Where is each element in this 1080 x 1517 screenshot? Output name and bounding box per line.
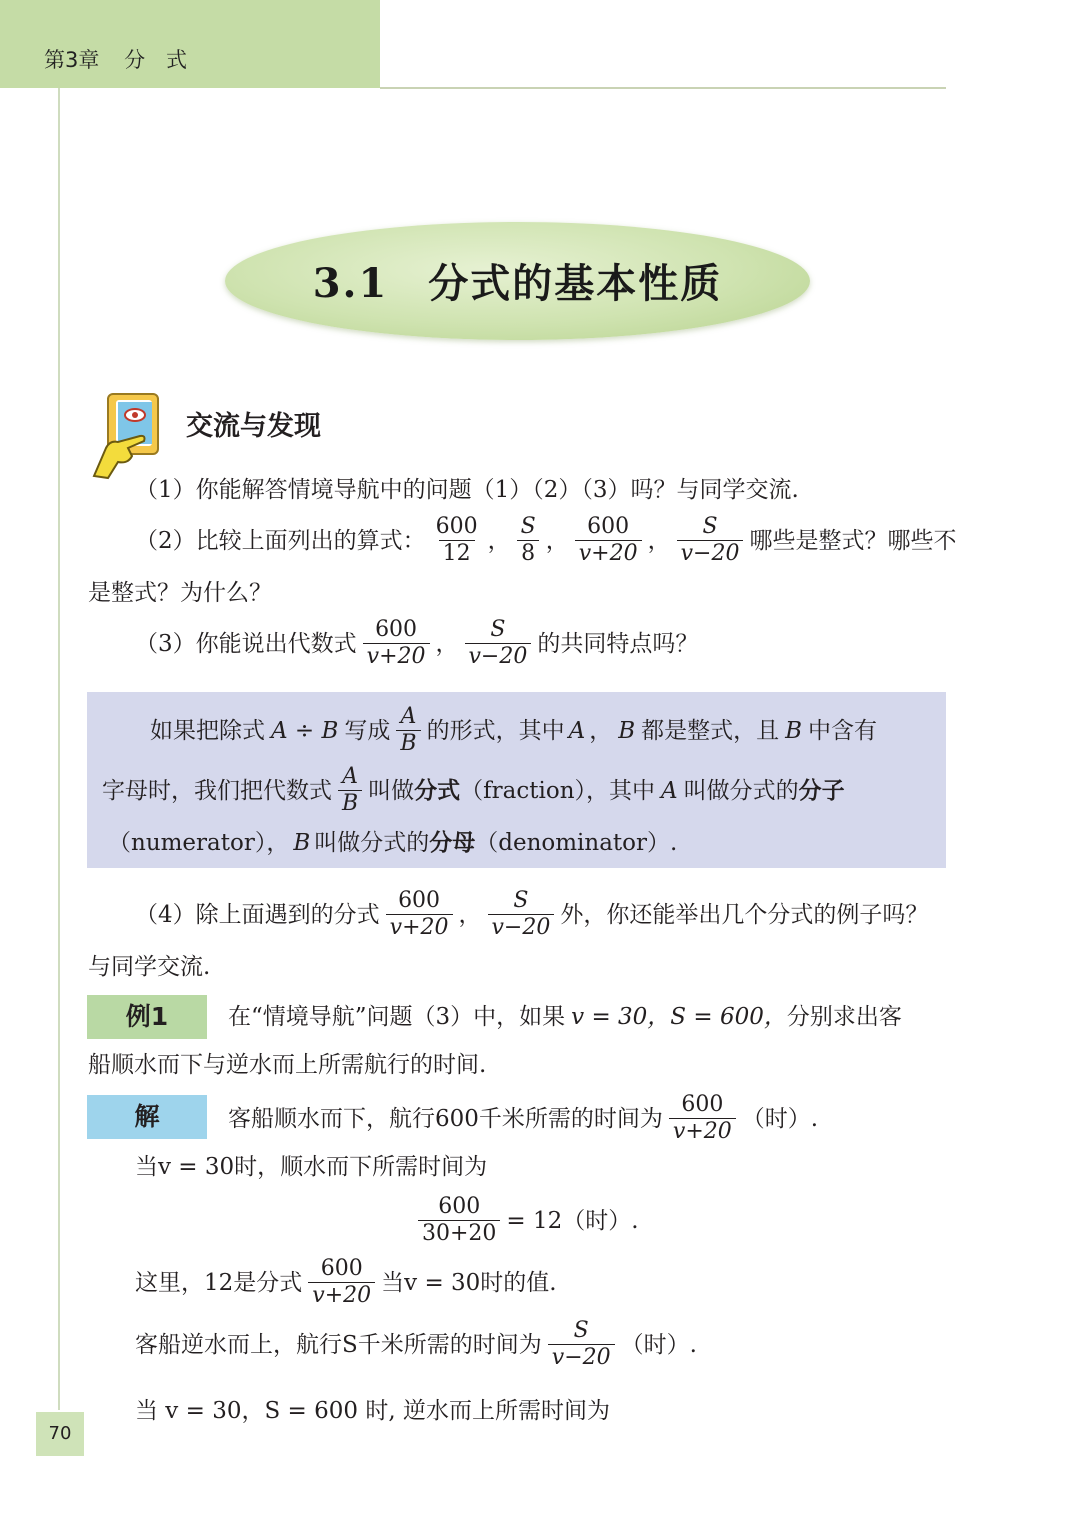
fraction-600-v-plus-20: $\frac{600}{v+20}$	[669, 1092, 736, 1145]
question-2: （2）比较上面列出的算式： $\frac{600}{12}$ ， $\frac{S}{8}$ ， $\frac{600}{v+20}$ ， $\frac{S}{v-20}$ 哪些是整式？哪些不	[135, 514, 957, 566]
fraction-s-8: $\frac{S}{8}$	[517, 514, 540, 567]
fraction-600-12: $\frac{600}{12}$	[435, 514, 478, 566]
term-denominator: 分母	[429, 829, 476, 856]
definition-line-3: （numerator）， B 叫做分式的分母（denominator）.	[108, 829, 678, 856]
question-2-continued: 是整式？为什么？	[88, 580, 272, 606]
page-number: 70	[36, 1412, 84, 1456]
fraction-a-b: $\frac{A}{B}$	[338, 764, 362, 817]
chapter-name: 分 式	[124, 48, 188, 72]
solution-line-1: 客船顺水而下，航行600千米所需的时间为 $\frac{600}{v+20}$ （时）.	[228, 1092, 819, 1144]
fraction-s-v-minus-20: $\frac{S}{v-20}$	[488, 888, 555, 941]
hand-pointing-book-icon	[88, 390, 178, 482]
chapter-number: 第3章	[44, 48, 100, 72]
header-divider	[380, 87, 946, 89]
example-label: 例1	[87, 995, 207, 1039]
question-4: （4）除上面遇到的分式 $\frac{600}{v+20}$ ， $\frac{S}{v-20}$ 外，你还能举出几个分式的例子吗？	[135, 888, 929, 940]
solution-line-5: 当 v = 30，S = 600 时, 逆水而上所需时间为	[135, 1398, 610, 1424]
term-numerator: 分子	[798, 776, 845, 804]
fraction-600-v-plus-20: $\frac{600}{v+20}$	[575, 514, 642, 567]
fraction-600-v-plus-20: $\frac{600}{v+20}$	[308, 1256, 375, 1309]
example-line-2: 船顺水而下与逆水而上所需航行的时间.	[88, 1052, 487, 1078]
definition-line-2: 字母时，我们把代数式 $\frac{A}{B}$ 叫做 分式 （fraction），其中 A 叫做分式的 分子	[102, 764, 845, 816]
section-title: 3.1 分式的基本性质	[312, 260, 723, 307]
solution-line-3: 这里，12是分式 $\frac{600}{v+20}$ 当v = 30时的值.	[135, 1256, 557, 1308]
fraction-s-v-minus-20: $\frac{S}{v-20}$	[465, 617, 532, 670]
solution-label: 解	[87, 1095, 207, 1139]
solution-line-4: 客船逆水而上，航行S千米所需的时间为 $\frac{S}{v-20}$ （时）.	[135, 1318, 697, 1370]
fraction-s-v-minus-20: $\frac{S}{v-20}$	[548, 1318, 615, 1371]
solution-line-2: 当v = 30时，顺水而下所需时间为	[135, 1154, 488, 1180]
question-3: （3）你能说出代数式 $\frac{600}{v+20}$ ， $\frac{S}{v-20}$ 的共同特点吗？	[135, 617, 699, 669]
chapter-title	[44, 44, 187, 74]
question-4-continued: 与同学交流.	[88, 954, 211, 980]
definition-line-1: 如果把除式 A ÷ B 写成 $\frac{A}{B}$ 的形式，其中 A ， B 都是整式，且 B 中含有	[150, 704, 878, 756]
fraction-a-b: $\frac{A}{B}$	[396, 704, 420, 757]
fraction-600-v-plus-20: $\frac{600}{v+20}$	[386, 888, 453, 941]
example-line-1: 在“情境导航”问题（3）中，如果 v = 30，S = 600，分别求出客	[228, 1004, 902, 1030]
solution-equation-1: $\frac{600}{30+20}$ = 12（时）.	[412, 1194, 639, 1247]
fraction-600-v-plus-20: $\frac{600}{v+20}$	[363, 617, 430, 670]
fraction-600-30-plus-20: $\frac{600}{30+20}$	[418, 1194, 500, 1247]
question-1: （1）你能解答情境导航中的问题（1）（2）（3）吗？与同学交流.	[135, 477, 799, 503]
discussion-heading: 交流与发现	[186, 411, 321, 442]
margin-line	[58, 88, 60, 1410]
term-fraction: 分式	[414, 776, 461, 804]
fraction-s-v-minus-20: $\frac{S}{v-20}$	[677, 514, 744, 567]
